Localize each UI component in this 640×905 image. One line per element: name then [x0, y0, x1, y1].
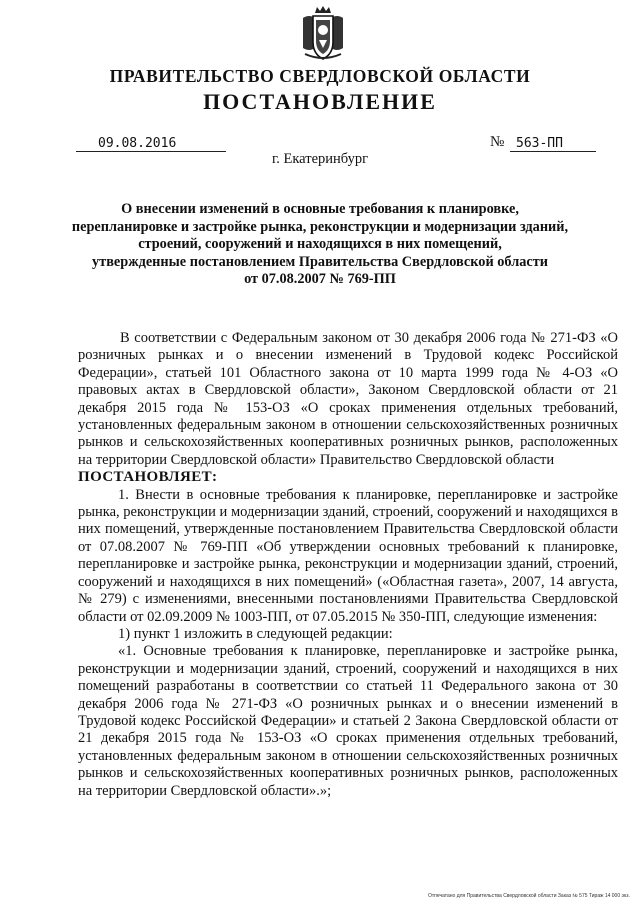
subitem-1-paragraph: 1) пункт 1 изложить в следующей редакции:	[118, 625, 393, 642]
resolves-heading: ПОСТАНОВЛЯЕТ:	[78, 469, 218, 486]
title-line: утвержденные постановлением Правительства Свердловской области	[92, 253, 548, 270]
preamble-paragraph: В соответствии с Федеральным законом от 30 декабря 2006 года № 271-ФЗ «О розничных рынках и о внесении изменений в Трудовой кодекс Российской Федерации», статьей 101 Областного закона от 10 марта 1999 года № 4-ОЗ «О правовых актах в Свердловской области», Законом Свердловской области от 21 декабря 2015 года № 153-ОЗ «О сроках применения отдельных требований, установленных федеральным законом в отношении сельскохозяйственных розничных рынков и сельскохозяйственных кооперативных розничных рынков, расположенных на территории Свердловской области» Правительство Свердловской области	[78, 330, 618, 468]
city: г. Екатеринбург	[271, 151, 369, 167]
document-body	[78, 330, 618, 800]
document-number: 563-ПП	[510, 136, 596, 152]
document-date: 09.08.2016	[76, 136, 226, 152]
title-line: строений, сооружений и находящихся в них помещений,	[138, 236, 502, 253]
number-sign: №	[490, 134, 505, 150]
title-line: от 07.08.2007 № 769-ПП	[244, 271, 396, 288]
item-1-paragraph: 1. Внести в основные требования к планировке, перепланировке и застройке рынка, реконструкции и модернизации зданий, строений, сооружений и находящихся в них помещений, утвержденные постановлением Правительства Свердловской области от 07.08.2007 № 769-ПП «Об утверждении основных требований к планировке, перепланировке и застройке рынка, реконструкции и модернизации зданий, строений, сооружений и находящихся в них помещений» («Областная газета», 2007, 14 августа, № 279) с изменениями, внесенными постановлениями Правительства Свердловской области от 02.09.2009 № 1003-ПП, от 07.05.2015 № 350-ПП, следующие изменения:	[78, 486, 618, 625]
document-type: ПОСТАНОВЛЕНИЕ	[203, 89, 437, 114]
title-line: перепланировке и застройке рынка, реконструкции и модернизации зданий,	[71, 218, 569, 235]
quoted-paragraph: «1. Основные требования к планировке, перепланировке и застройке рынка, реконструкции и модернизации зданий, строений, сооружений и находящихся в них помещений разработаны в соответствии со статьей 11 Федерального закона от 30 декабря 2006 года № 271-ФЗ «О розничных рынках и о внесении изменений в Трудовой кодекс Российской Федерации» и статьей 2 Закона Свердловской области от 21 декабря 2015 года № 153-ОЗ «О сроках применения отдельных требований, установленных федеральным законом в отношении сельскохозяйственных розничных рынков и сельскохозяйственных кооперативных розничных рынков, расположенных на территории Свердловской области».»;	[78, 643, 618, 799]
print-note: Отпечатано для Правительства Свердловской области Заказ № 575 Тираж 14 000 экз.	[428, 893, 630, 899]
title-line: О внесении изменений в основные требования к планировке,	[121, 201, 519, 217]
org-name: ПРАВИТЕЛЬСТВО СВЕРДЛОВСКОЙ ОБЛАСТИ	[109, 66, 531, 86]
coat-of-arms-icon	[299, 4, 347, 62]
document-title	[70, 201, 570, 289]
